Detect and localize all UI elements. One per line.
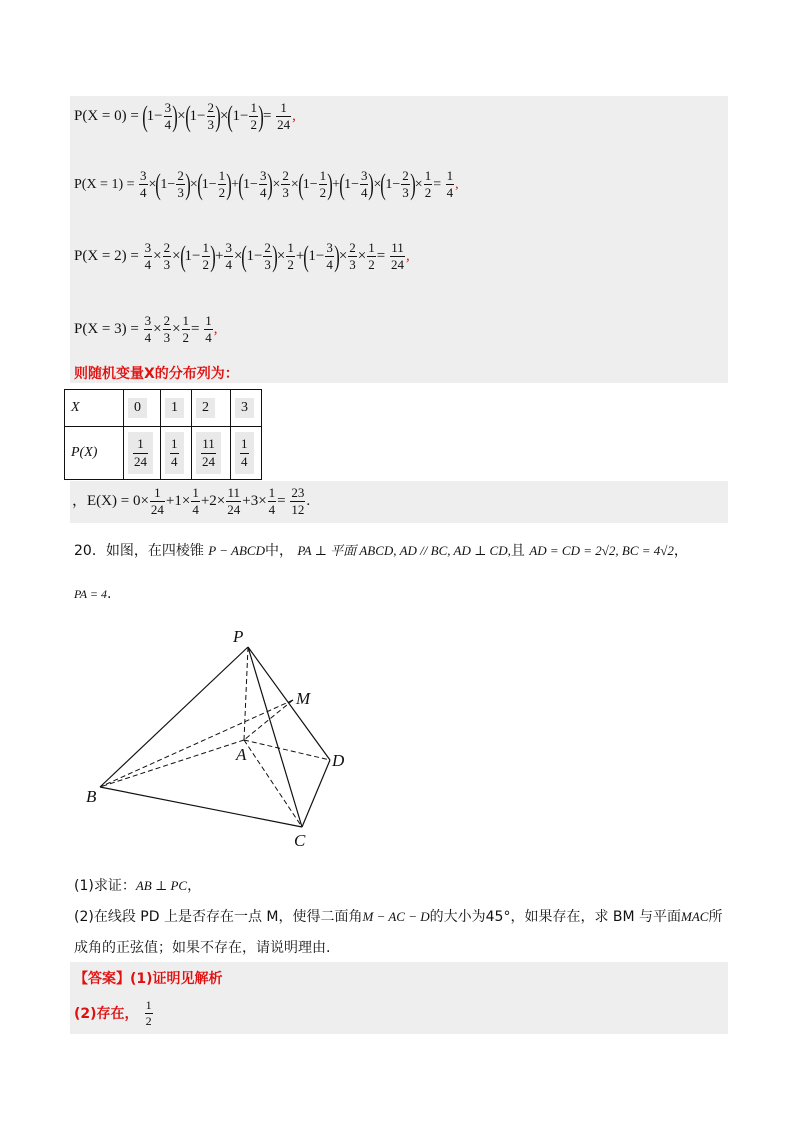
q2-part2: 的大小为45°，如果存在，求 BM 与平面 <box>429 909 682 925</box>
p-value-3-num: 1 <box>240 436 249 453</box>
answer-part2 <box>74 998 154 1029</box>
answer-part2-text: (2)存在， <box>74 1006 139 1022</box>
result-den: 4 <box>446 185 454 201</box>
expectation-prefix: ，E(X) = 0× <box>72 493 149 510</box>
answer-label: 【答案】(1)证明见解析 <box>74 971 223 987</box>
q2-math2: MAC <box>681 909 709 924</box>
label-b: B <box>86 787 97 806</box>
prob-line-x0: P(X = 0) = (1− $\frac{3}{4}$ )×(1− $\frac{2}{3}$ )×(1− $\frac{1}{2}$ )= $\frac{1}{24}$ , <box>74 99 296 133</box>
edge-bc <box>100 787 302 827</box>
q1-math: AB ⊥ PC <box>135 878 188 893</box>
prob-lhs: P(X = 3) = <box>74 321 139 338</box>
distribution-heading: 则随机变量X的分布列为： <box>74 366 239 382</box>
result-den: 4 <box>205 330 212 346</box>
result-den: 24 <box>390 257 404 273</box>
table-row1-label: X <box>71 400 80 415</box>
edge-pb <box>100 647 248 787</box>
expectation-den: 12 <box>291 502 305 518</box>
question-2 <box>74 906 722 926</box>
p-value-1-num: 1 <box>170 436 179 453</box>
label-d: D <box>332 751 345 770</box>
edge-cd <box>302 760 330 827</box>
result-num: 1 <box>446 168 455 185</box>
edge-bm <box>100 700 293 787</box>
problem-comma: ， <box>673 543 688 559</box>
problem-statement <box>74 540 688 560</box>
pyramid-name: P − ABCD <box>208 543 265 558</box>
distribution-table <box>64 389 262 480</box>
edge-pa <box>244 647 248 740</box>
label-a: A <box>236 745 247 764</box>
p-value-3-den: 4 <box>241 453 248 469</box>
condition-2: AD = CD = 2√2, BC = 4√2 <box>529 543 674 558</box>
q2-part1: (2)在线段 PD 上是否存在一点 M，使得二面角 <box>74 909 363 925</box>
problem-statement-line2 <box>74 586 111 602</box>
condition-3: PA = 4 <box>74 587 107 601</box>
prob-lhs: P(X = 2) = <box>74 248 139 265</box>
prob-line-x1: P(X = 1) = $\frac{3}{4}$ ×(1− $\frac{2}{3}$ )×(1− $\frac{1}{2}$ )+(1− $\frac{3}{4}$ )× $\frac{2}{3}$ ×(1− $\frac{1}{2}$ )+(1− $\frac{3}{4}$ )×(1− $\frac{2}{3}$ )× $\frac{1}{2}$ = $\frac{1}{4}$ , <box>74 167 459 201</box>
x-value-1: 1 <box>165 398 184 418</box>
p-value-2-num: 11 <box>201 436 216 453</box>
answer-frac-den: 2 <box>145 1014 152 1028</box>
edge-am <box>244 700 293 740</box>
expectation-num: 23 <box>290 485 305 502</box>
label-p: P <box>233 627 244 646</box>
problem-mid: 中， <box>264 543 293 559</box>
edge-ab <box>100 740 244 787</box>
problem-period: . <box>107 586 112 602</box>
x-value-3: 3 <box>235 398 254 418</box>
q1-suffix: ， <box>187 878 202 894</box>
result-num: 1 <box>276 100 291 117</box>
label-c: C <box>294 831 306 850</box>
problem-number: 20． <box>74 543 106 559</box>
expectation-line: ，E(X) = 0× $\frac{1}{24}$ +1× $\frac{1}{4}$ +2× $\frac{11}{24}$ +3× $\frac{1}{4}$ = $\frac{23}{12}$ . <box>72 485 311 518</box>
question-1 <box>74 875 201 895</box>
result-den: 24 <box>277 117 291 133</box>
prob-line-x2: P(X = 2) = $\frac{3}{4}$ × $\frac{2}{3}$ ×(1− $\frac{1}{2}$ )+ $\frac{3}{4}$ ×(1− $\frac{2}{3}$ )× $\frac{1}{2}$ +(1− $\frac{3}{4}$ )× $\frac{2}{3}$ × $\frac{1}{2}$ = $\frac{11}{24}$ , <box>74 239 410 273</box>
problem-intro: 如图，在四棱锥 <box>105 543 204 559</box>
question-2-line2: 成角的正弦值；如果不存在，请说明理由. <box>74 940 331 956</box>
p-value-0-den: 24 <box>134 453 147 469</box>
result-num: 11 <box>390 240 405 257</box>
edge-ac <box>244 740 302 827</box>
x-value-0: 0 <box>128 398 147 418</box>
answer-frac-num: 1 <box>145 998 152 1012</box>
table-row2-label: P(X) <box>71 445 98 460</box>
pyramid-figure <box>80 620 360 860</box>
q2-part3: 所 <box>708 909 723 925</box>
prob-lhs: P(X = 0) = <box>74 108 139 125</box>
result-num: 1 <box>204 313 213 330</box>
p-value-0-num: 1 <box>133 436 148 453</box>
q1-prefix: (1)求证： <box>74 878 136 894</box>
p-value-1-den: 4 <box>171 453 178 469</box>
p-value-2-den: 24 <box>202 453 215 469</box>
q2-math: M − AC − D <box>362 909 430 924</box>
problem-and: 且 <box>510 543 525 559</box>
prob-line-x3: P(X = 3) = $\frac{3}{4}$ × $\frac{2}{3}$ × $\frac{1}{2}$ = $\frac{1}{4}$ , <box>74 313 218 346</box>
edge-pd <box>248 647 330 760</box>
prob-lhs: P(X = 1) = <box>74 176 135 192</box>
x-value-2: 2 <box>196 398 215 418</box>
edge-pc <box>248 647 302 827</box>
label-m: M <box>296 689 311 708</box>
condition-1: PA ⊥ 平面 ABCD, AD // BC, AD ⊥ CD, <box>297 543 511 558</box>
